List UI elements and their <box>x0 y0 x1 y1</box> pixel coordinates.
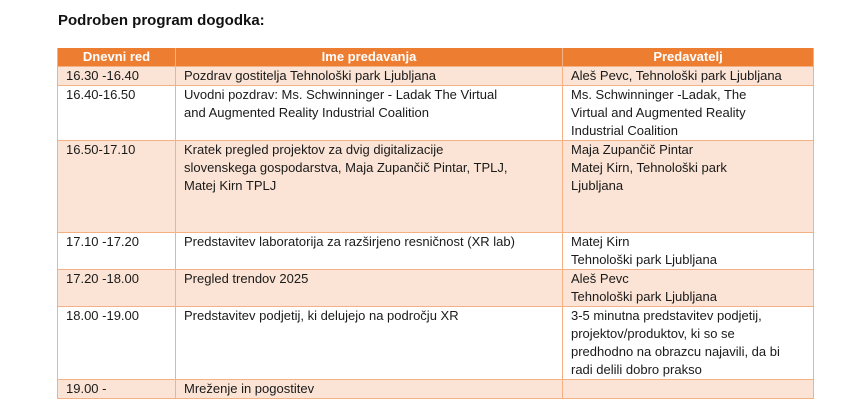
title-line: Mreženje in pogostitev <box>184 381 315 396</box>
title-line: slovenskega gospodarstva, Maja Zupančič Pintar, TPLJ, <box>184 160 508 175</box>
speaker-line: projektov/produktov, ki so se <box>571 326 735 341</box>
speaker-cell <box>563 67 814 86</box>
speaker-line: Virtual and Augmented Reality <box>571 105 746 120</box>
title-line: Predstavitev laboratorija za razširjeno resničnost (XR lab) <box>184 234 515 249</box>
program-table <box>57 48 814 399</box>
column-header-time: Dnevni red <box>58 48 176 67</box>
speaker-line: Matej Kirn <box>571 234 630 249</box>
title-cell <box>176 270 563 307</box>
page-title: Podroben program dogodka: <box>58 12 265 29</box>
table-row <box>58 67 814 86</box>
table-row <box>58 380 814 399</box>
column-header-speaker: Predavatelj <box>563 48 814 67</box>
table-row <box>58 233 814 270</box>
speaker-line: Industrial Coalition <box>571 123 678 138</box>
title-line: and Augmented Reality Industrial Coalition <box>184 105 429 120</box>
time-cell: 16.30 -16.40 <box>58 67 176 86</box>
time-cell: 18.00 -19.00 <box>58 307 176 380</box>
title-cell <box>176 380 563 399</box>
title-line: Kratek pregled projektov za dvig digitalizacije <box>184 142 444 157</box>
title-line: Predstavitev podjetij, ki delujejo na področju XR <box>184 308 459 323</box>
title-cell <box>176 86 563 141</box>
title-cell <box>176 141 563 233</box>
title-cell <box>176 233 563 270</box>
speaker-line: Maja Zupančič Pintar <box>571 142 694 157</box>
title-cell <box>176 67 563 86</box>
table-header-row <box>58 48 814 67</box>
speaker-line: Tehnološki park Ljubljana <box>571 252 717 267</box>
time-cell: 16.40-16.50 <box>58 86 176 141</box>
table-row <box>58 307 814 380</box>
time-cell: 17.20 -18.00 <box>58 270 176 307</box>
speaker-cell <box>563 233 814 270</box>
speaker-line: Ms. Schwinninger -Ladak, The <box>571 87 747 102</box>
title-line: Pozdrav gostitelja Tehnološki park Ljubljana <box>184 68 436 83</box>
speaker-line: predhodno na obrazcu najavili, da bi <box>571 344 780 359</box>
speaker-line: Tehnološki park Ljubljana <box>571 289 717 304</box>
table-row <box>58 141 814 233</box>
time-cell: 17.10 -17.20 <box>58 233 176 270</box>
title-line: Uvodni pozdrav: Ms. Schwinninger - Ladak The Virtual <box>184 87 498 102</box>
speaker-cell <box>563 270 814 307</box>
time-cell: 19.00 - <box>58 380 176 399</box>
time-cell: 16.50-17.10 <box>58 141 176 233</box>
table-row <box>58 270 814 307</box>
speaker-cell <box>563 141 814 233</box>
title-line: Matej Kirn TPLJ <box>184 178 277 193</box>
speaker-line: Ljubljana <box>571 178 624 193</box>
speaker-cell <box>563 86 814 141</box>
title-line: Pregled trendov 2025 <box>184 271 309 286</box>
speaker-line: Aleš Pevc, Tehnološki park Ljubljana <box>571 68 782 83</box>
table-row <box>58 86 814 141</box>
column-header-title: Ime predavanja <box>176 48 563 67</box>
speaker-line: radi delili dobro prakso <box>571 362 702 377</box>
speaker-cell <box>563 307 814 380</box>
title-cell <box>176 307 563 380</box>
speaker-line: Matej Kirn, Tehnološki park <box>571 160 727 175</box>
speaker-line: Aleš Pevc <box>571 271 629 286</box>
speaker-cell <box>563 380 814 399</box>
speaker-line: 3-5 minutna predstavitev podjetij, <box>571 308 762 323</box>
